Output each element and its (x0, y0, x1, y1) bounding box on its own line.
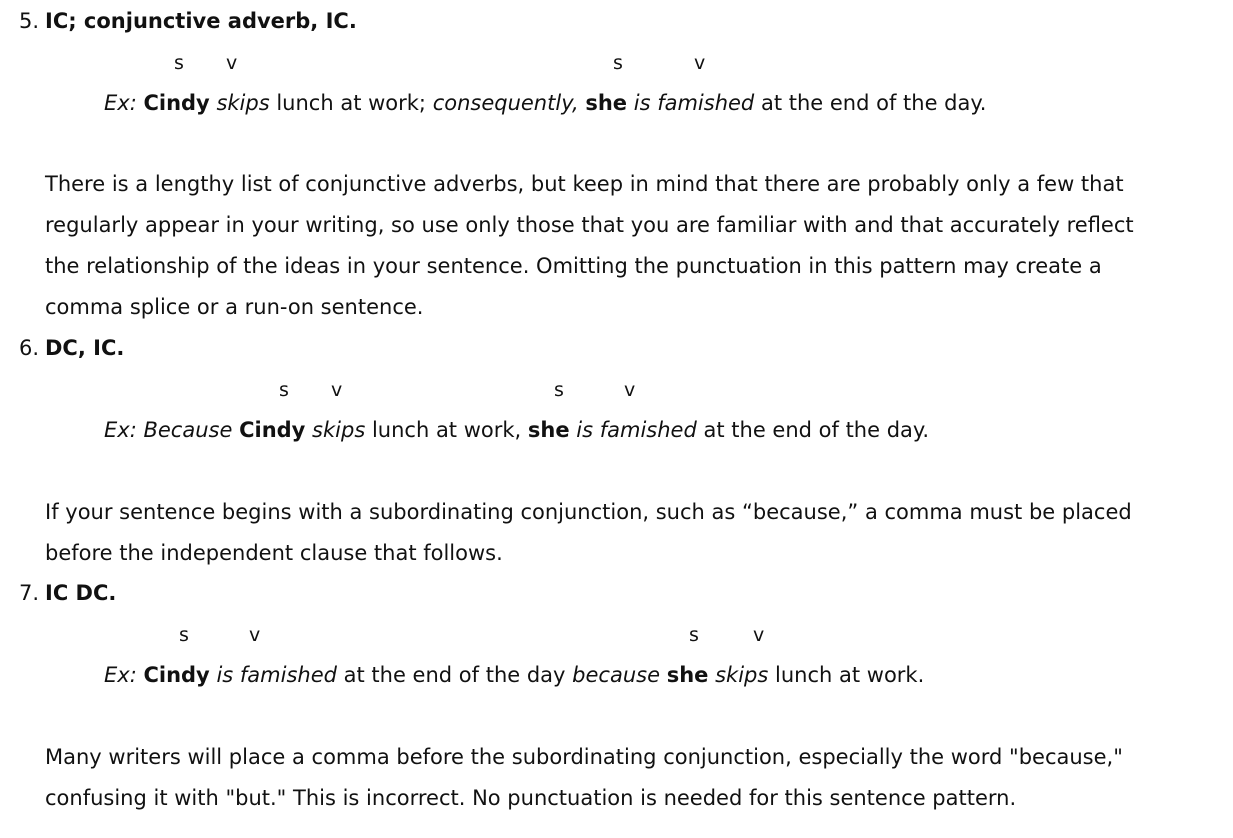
verb-mark: v (249, 624, 261, 646)
example-sentence-5 (104, 90, 986, 116)
list-number-5: 5. (19, 9, 40, 33)
subject-word: she (666, 663, 709, 687)
verb-word: is famished (576, 418, 697, 442)
verb-mark: v (331, 379, 343, 401)
sentence-text: lunch at work, (371, 418, 522, 442)
subject-word: Cindy (143, 91, 210, 115)
verb-word: is famished (633, 91, 755, 115)
list-number-6: 6. (19, 336, 40, 360)
subordinating-conjunction: Because (143, 418, 233, 442)
explanation-line: the relationship of the ideas in your sentence. Omitting the punctuation in this pattern may create a (45, 254, 1102, 278)
pattern-heading-5: IC; conjunctive adverb, IC. (45, 9, 357, 33)
subject-mark: s (179, 624, 189, 646)
example-label: Ex: (104, 91, 137, 115)
explanation-line: comma splice or a run-on sentence. (45, 295, 424, 319)
verb-mark: v (753, 624, 765, 646)
subject-word: Cindy (143, 663, 210, 687)
verb-mark: v (694, 52, 706, 74)
example-label: Ex: (104, 663, 137, 687)
subject-mark: s (174, 52, 184, 74)
explanation-line: regularly appear in your writing, so use only those that you are familiar with and that accurately reflect (45, 213, 1134, 237)
example-label: Ex: (104, 418, 137, 442)
explanation-line: before the independent clause that follows. (45, 541, 503, 565)
explanation-line: There is a lengthy list of conjunctive adverbs, but keep in mind that there are probably only a few that (45, 172, 1124, 196)
subordinating-conjunction: because (572, 663, 661, 687)
verb-mark: v (226, 52, 238, 74)
example-sentence-7 (104, 662, 924, 688)
subject-word: Cindy (239, 418, 306, 442)
explanation-line: If your sentence begins with a subordinating conjunction, such as “because,” a comma must be placed (45, 500, 1132, 524)
verb-word: is famished (216, 663, 337, 687)
verb-word: skips (216, 91, 270, 115)
subject-word: she (585, 91, 628, 115)
verb-mark: v (624, 379, 636, 401)
pattern-heading-6: DC, IC. (45, 336, 125, 360)
subject-word: she (527, 418, 570, 442)
explanation-line: Many writers will place a comma before the subordinating conjunction, especially the word "because," (45, 745, 1123, 769)
explanation-line: confusing it with "but." This is incorrect. No punctuation is needed for this sentence pattern. (45, 786, 1017, 810)
sentence-text: at the end of the day (343, 663, 566, 687)
subject-mark: s (554, 379, 564, 401)
list-number-7: 7. (19, 581, 40, 605)
pattern-heading-7: IC DC. (45, 581, 117, 605)
conjunctive-adverb: consequently, (432, 91, 579, 115)
subject-mark: s (613, 52, 623, 74)
sentence-text: at the end of the day. (760, 91, 987, 115)
verb-word: skips (312, 418, 366, 442)
sentence-text: at the end of the day. (703, 418, 930, 442)
example-sentence-6 (104, 417, 929, 443)
sentence-text: lunch at work. (775, 663, 925, 687)
subject-mark: s (279, 379, 289, 401)
sentence-text: lunch at work; (276, 91, 426, 115)
subject-mark: s (689, 624, 699, 646)
verb-word: skips (715, 663, 769, 687)
